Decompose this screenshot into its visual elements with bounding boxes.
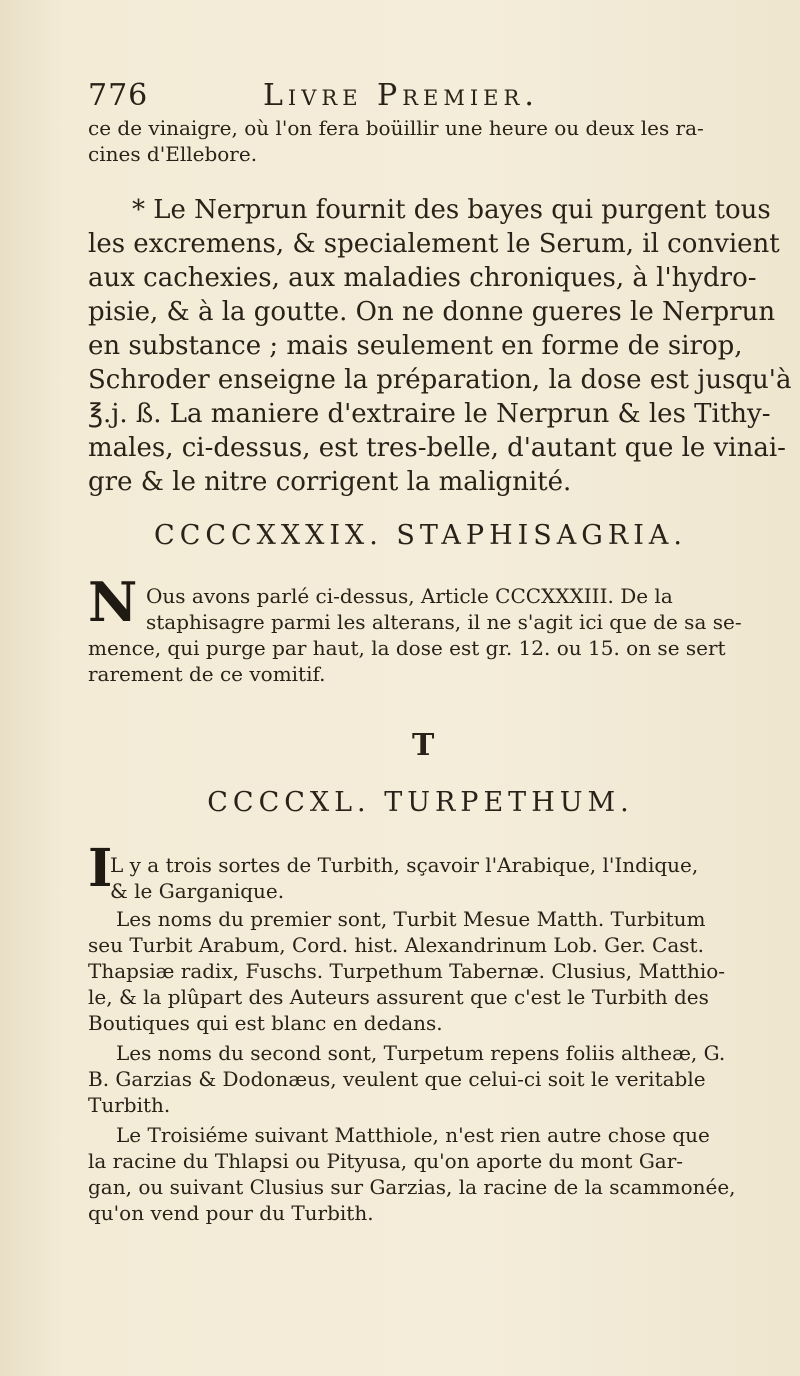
text-line: les excremens, & specialement le Serum, il convient bbox=[88, 229, 780, 259]
page-number: 776 bbox=[88, 78, 149, 113]
text-line: & le Garganique. bbox=[110, 879, 285, 903]
text-line: Thapsiæ radix, Fuschs. Turpethum Tabernæ. Clusius, Matthio- bbox=[88, 959, 726, 983]
text-line: males, ci-dessus, est tres-belle, d'autant que le vinai- bbox=[88, 433, 786, 463]
text-line: Schroder enseigne la préparation, la dose est jusqu'à bbox=[88, 365, 792, 395]
text-line: Le Troisiéme suivant Matthiole, n'est rien autre chose que bbox=[116, 1123, 710, 1147]
text-line: * Le Nerprun fournit des bayes qui purgent tous bbox=[132, 195, 771, 225]
text-line: Boutiques qui est blanc en dedans. bbox=[88, 1011, 443, 1035]
text-line: Les noms du premier sont, Turbit Mesue Matth. Turbitum bbox=[116, 907, 706, 931]
turpethum-paragraph-4 bbox=[88, 1122, 753, 1226]
text-line: gan, ou suivant Clusius sur Garzias, la racine de la scammonée, bbox=[88, 1175, 736, 1199]
nerprun-paragraph bbox=[88, 193, 792, 499]
letter-heading: T bbox=[412, 728, 435, 763]
text-line: Turbith. bbox=[88, 1093, 171, 1117]
turpethum-paragraph-1 bbox=[88, 852, 753, 904]
text-line: Les noms du second sont, Turpetum repens foliis altheæ, G. bbox=[116, 1041, 726, 1065]
text-line: qu'on vend pour du Turbith. bbox=[88, 1201, 374, 1225]
text-line: pisie, & à la goutte. On ne donne gueres le Nerprun bbox=[88, 297, 776, 327]
text-line: Ous avons parlé ci-dessus, Article CCCXXXIII. De la bbox=[146, 584, 673, 608]
text-line: la racine du Thlapsi ou Pityusa, qu'on aporte du mont Gar- bbox=[88, 1149, 684, 1173]
staphisagria-paragraph bbox=[88, 583, 753, 687]
text-line: aux cachexies, aux maladies chroniques, à l'hydro- bbox=[88, 263, 757, 293]
text-line: gre & le nitre corrigent la malignité. bbox=[88, 467, 572, 497]
text-line: rarement de ce vomitif. bbox=[88, 662, 326, 686]
dropcap-n: N bbox=[88, 570, 138, 634]
text-line: cines d'Ellebore. bbox=[88, 142, 258, 166]
text-line: B. Garzias & Dodonæus, veulent que celui-ci soit le veritable bbox=[88, 1067, 706, 1091]
turpethum-paragraph-3 bbox=[88, 1040, 753, 1118]
text-line: ℥.j. ß. La maniere d'extraire le Nerprun & les Tithy- bbox=[88, 399, 771, 429]
dropcap-i: I bbox=[88, 838, 113, 899]
continued-text bbox=[88, 115, 753, 167]
text-line: staphisagre parmi les alterans, il ne s'agit ici que de sa se- bbox=[146, 610, 742, 634]
text-line: le, & la plûpart des Auteurs assurent que c'est le Turbith des bbox=[88, 985, 709, 1009]
text-line: L y a trois sortes de Turbith, sçavoir l'Arabique, l'Indique, bbox=[110, 853, 699, 877]
text-line: mence, qui purge par haut, la dose est gr. 12. ou 15. on se sert bbox=[88, 636, 726, 660]
section-title-turpethum: CCCCXL. TURPETHUM. bbox=[207, 787, 634, 818]
section-title-staphisagria: CCCCXXXIX. STAPHISAGRIA. bbox=[154, 520, 687, 551]
text-line: ce de vinaigre, où l'on fera boüillir une heure ou deux les ra- bbox=[88, 116, 704, 140]
text-line: en substance ; mais seulement en forme de sirop, bbox=[88, 331, 743, 361]
turpethum-paragraph-2 bbox=[88, 906, 753, 1036]
text-line: seu Turbit Arabum, Cord. hist. Alexandrinum Lob. Ger. Cast. bbox=[88, 933, 704, 957]
page-header bbox=[88, 78, 688, 118]
running-head: Livre Premier. bbox=[263, 78, 539, 113]
